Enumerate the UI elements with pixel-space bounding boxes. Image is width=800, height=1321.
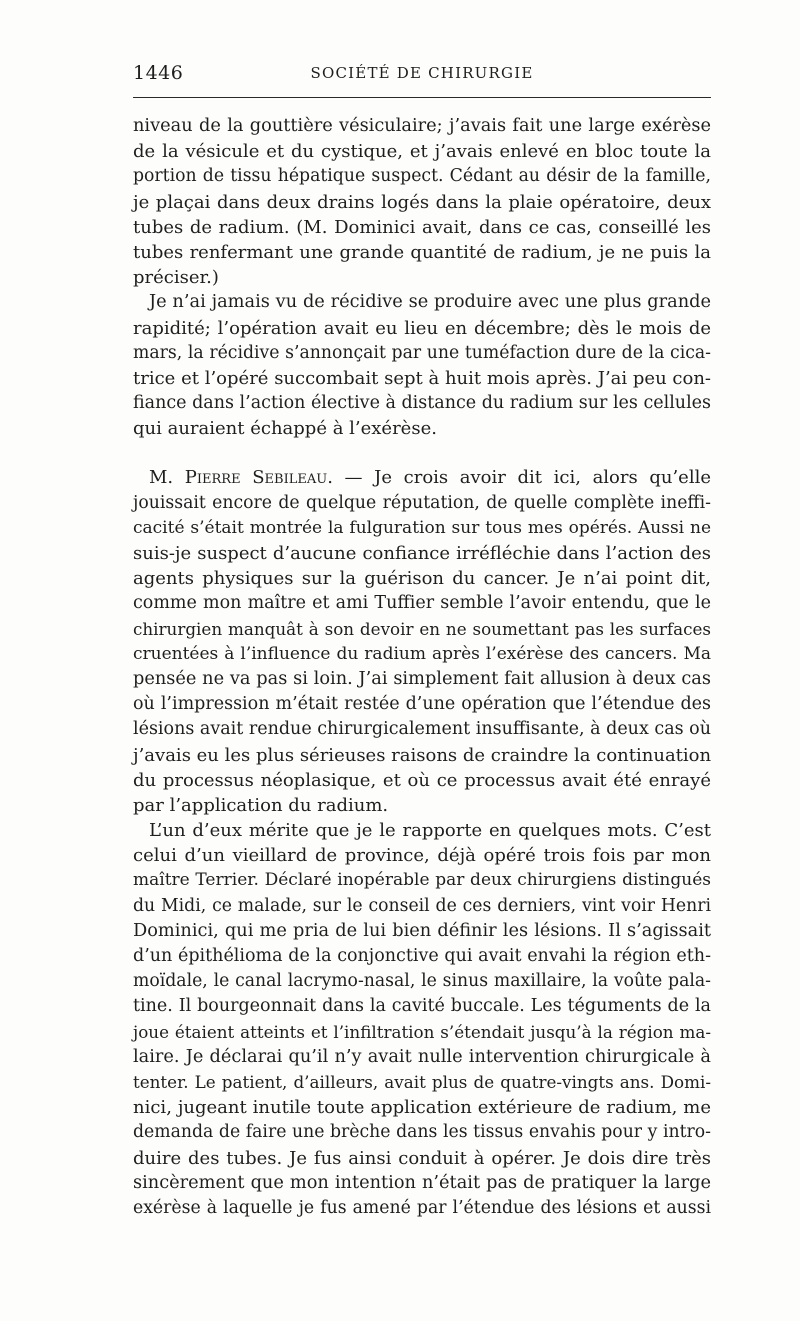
text-line: Dominici, qui me pria de lui bien définir les lésions. Il s’agissait bbox=[133, 920, 711, 941]
text-line: tubes de radium. (M. Dominici avait, dans ce cas, conseillé les bbox=[133, 216, 711, 238]
text-line: qui auraient échappé à l’exérèse. bbox=[133, 418, 437, 440]
text-line: Je n’ai jamais vu de récidive se produire avec une plus grande bbox=[149, 292, 711, 313]
paragraph-gap bbox=[133, 441, 711, 465]
body-text bbox=[133, 114, 711, 1221]
page-number: 1446 bbox=[133, 62, 184, 84]
text-line: tubes renfermant une grande quantité de radium, je ne puis la bbox=[133, 241, 711, 263]
text-line: moïdale, le canal lacrymo-nasal, le sinus maxillaire, la voûte pala- bbox=[133, 971, 711, 992]
text-line: trice et l’opéré succombait sept à huit mois après. J’ai peu con- bbox=[133, 367, 711, 389]
paragraph bbox=[133, 114, 711, 290]
text-line: tine. Il bourgeonnait dans la cavité buccale. Les téguments de la bbox=[133, 996, 711, 1017]
text-line: niveau de la gouttière vésiculaire; j’avais fait une large exérèse bbox=[133, 116, 711, 136]
text-line: cacité s’était montrée la fulguration sur tous mes opérés. Aussi ne bbox=[133, 517, 711, 538]
text-line: celui d’un vieillard de province, déjà opéré trois fois par mon bbox=[133, 845, 711, 867]
paragraph bbox=[133, 465, 711, 818]
text-line: agents physiques sur la guérison du cancer. Je n’ai point dit, bbox=[133, 568, 711, 590]
paragraph bbox=[133, 290, 711, 441]
text-line: nici, jugeant inutile toute application extérieure de radium, me bbox=[133, 1097, 711, 1119]
speaker-prefix: M. bbox=[149, 467, 185, 489]
text-line: L’un d’eux mérite que je le rapporte en quelques mots. C’est bbox=[149, 820, 711, 842]
text-line: mars, la récidive s’annonçait par une tuméfaction dure de la cica- bbox=[133, 342, 711, 363]
text-line: cruentées à l’influence du radium après l’exérèse des cancers. Ma bbox=[133, 643, 711, 664]
text-line: du Midi, ce malade, sur le conseil de ces derniers, vint voir Henri bbox=[133, 895, 711, 916]
text-line: je plaçai dans deux drains logés dans la plaie opératoire, deux bbox=[133, 191, 711, 213]
paragraph bbox=[133, 818, 711, 1221]
running-title: SOCIÉTÉ DE CHIRURGIE bbox=[310, 64, 534, 82]
text-line: j’avais eu les plus sérieuses raisons de craindre la continuation bbox=[133, 744, 712, 766]
text-line: par l’application du radium. bbox=[133, 794, 389, 816]
text-line: laire. Je déclarai qu’il n’y avait nulle intervention chirurgicale à bbox=[133, 1046, 711, 1067]
text-line: préciser.) bbox=[133, 267, 219, 289]
header-rule bbox=[133, 97, 711, 98]
text-line bbox=[133, 465, 711, 490]
text-line: lésions avait rendue chirurgicalement insuffisante, à deux cas où bbox=[133, 719, 711, 740]
text-line: jouissait encore de quelque réputation, de quelle complète ineffi- bbox=[133, 492, 711, 513]
text-line: d’un épithélioma de la conjonctive qui avait envahi la région eth- bbox=[133, 946, 711, 966]
text-line-content: . — Je crois avoir dit ici, alors qu’elle bbox=[327, 467, 712, 489]
text-line: maître Terrier. Déclaré inopérable par deux chirurgiens distingués bbox=[133, 870, 711, 891]
text-line: comme mon maître et ami Tuffier semble l’avoir entendu, que le bbox=[133, 593, 711, 614]
text-line: fiance dans l’action élective à distance du radium sur les cellules bbox=[133, 393, 712, 414]
speaker-name: Pierre Sebileau bbox=[184, 467, 328, 489]
text-line: suis-je suspect d’aucune confiance irréfléchie dans l’action des bbox=[133, 543, 711, 564]
text-line: du processus néoplasique, et où ce processus avait été enrayé bbox=[133, 769, 711, 791]
text-line: duire des tubes. Je fus ainsi conduit à opérer. Je dois dire très bbox=[133, 1147, 711, 1169]
running-head bbox=[133, 58, 711, 88]
text-line: demanda de faire une brèche dans les tissus envahis pour y intro- bbox=[133, 1122, 711, 1143]
text-line: de la vésicule et du cystique, et j’avais enlevé en bloc toute la bbox=[133, 141, 711, 163]
text-line: joue étaient atteints et l’infiltration s’étendait jusqu’à la région ma- bbox=[133, 1021, 711, 1042]
text-line: sincèrement que mon intention n’était pas de pratiquer la large bbox=[133, 1172, 711, 1193]
text-line: chirurgien manquât à son devoir en ne soumettant pas les surfaces bbox=[133, 618, 711, 639]
text-line: rapidité; l’opération avait eu lieu en décembre; dès le mois de bbox=[133, 317, 711, 339]
text-line: exérèse à laquelle je fus amené par l’étendue des lésions et aussi bbox=[133, 1197, 711, 1218]
text-line: tenter. Le patient, d’ailleurs, avait plus de quatre-vingts ans. Domi- bbox=[133, 1071, 711, 1092]
text-line: pensée ne va pas si loin. J’ai simplement fait allusion à deux cas bbox=[133, 668, 711, 689]
text-line: où l’impression m’était restée d’une opération que l’étendue des bbox=[133, 694, 711, 715]
text-line: portion de tissu hépatique suspect. Cédant au désir de la famille, bbox=[133, 166, 711, 187]
